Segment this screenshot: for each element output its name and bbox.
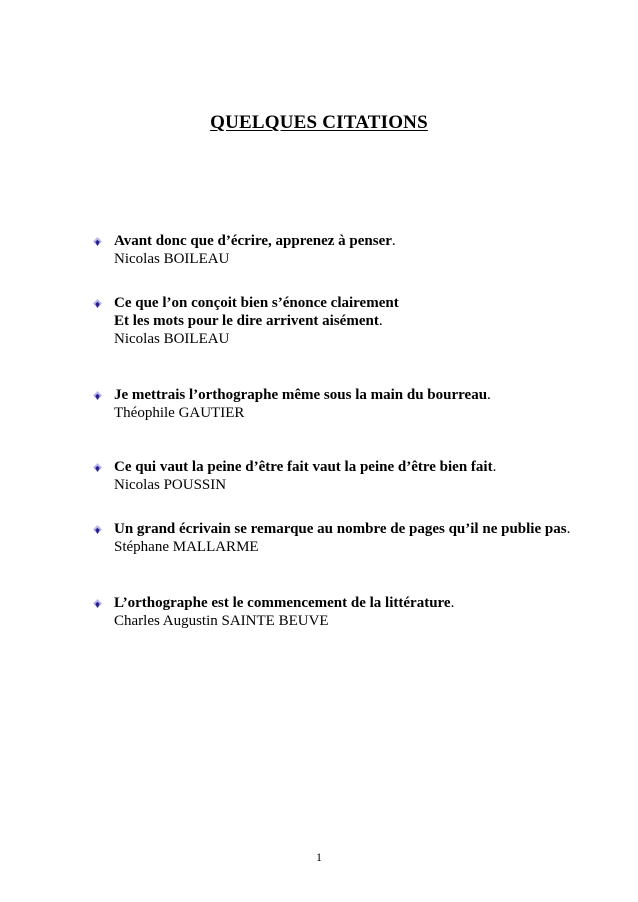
quote-text: Ce que l’on conçoit bien s’énonce clairement (114, 295, 399, 311)
page-number: 1 (316, 850, 322, 864)
quote-author: Nicolas POUSSIN (114, 477, 227, 493)
quote-author: Nicolas BOILEAU (114, 251, 230, 267)
diamond-bullet-icon (93, 299, 102, 308)
quote-author: Nicolas BOILEAU (114, 331, 230, 347)
diamond-bullet-icon (93, 525, 102, 534)
quote-text: Avant donc que d’écrire, apprenez à penser. (114, 233, 396, 249)
quote-text: Un grand écrivain se remarque au nombre de pages qu’il ne publie pas. (114, 521, 571, 537)
quote-author: Théophile GAUTIER (114, 405, 245, 421)
quote-text: Je mettrais l’orthographe même sous la main du bourreau. (114, 387, 491, 403)
page-title: QUELQUES CITATIONS (210, 112, 428, 133)
quote-author: Stéphane MALLARME (114, 539, 259, 555)
quote-author: Charles Augustin SAINTE BEUVE (114, 613, 329, 629)
diamond-bullet-icon (93, 463, 102, 472)
quote-text: Et les mots pour le dire arrivent aisément. (114, 313, 383, 329)
diamond-bullet-icon (93, 599, 102, 608)
quote-text: Ce qui vaut la peine d’être fait vaut la peine d’être bien fait. (114, 459, 497, 475)
diamond-bullet-icon (93, 237, 102, 246)
diamond-bullet-icon (93, 391, 102, 400)
quote-text: L’orthographe est le commencement de la littérature. (114, 595, 455, 611)
